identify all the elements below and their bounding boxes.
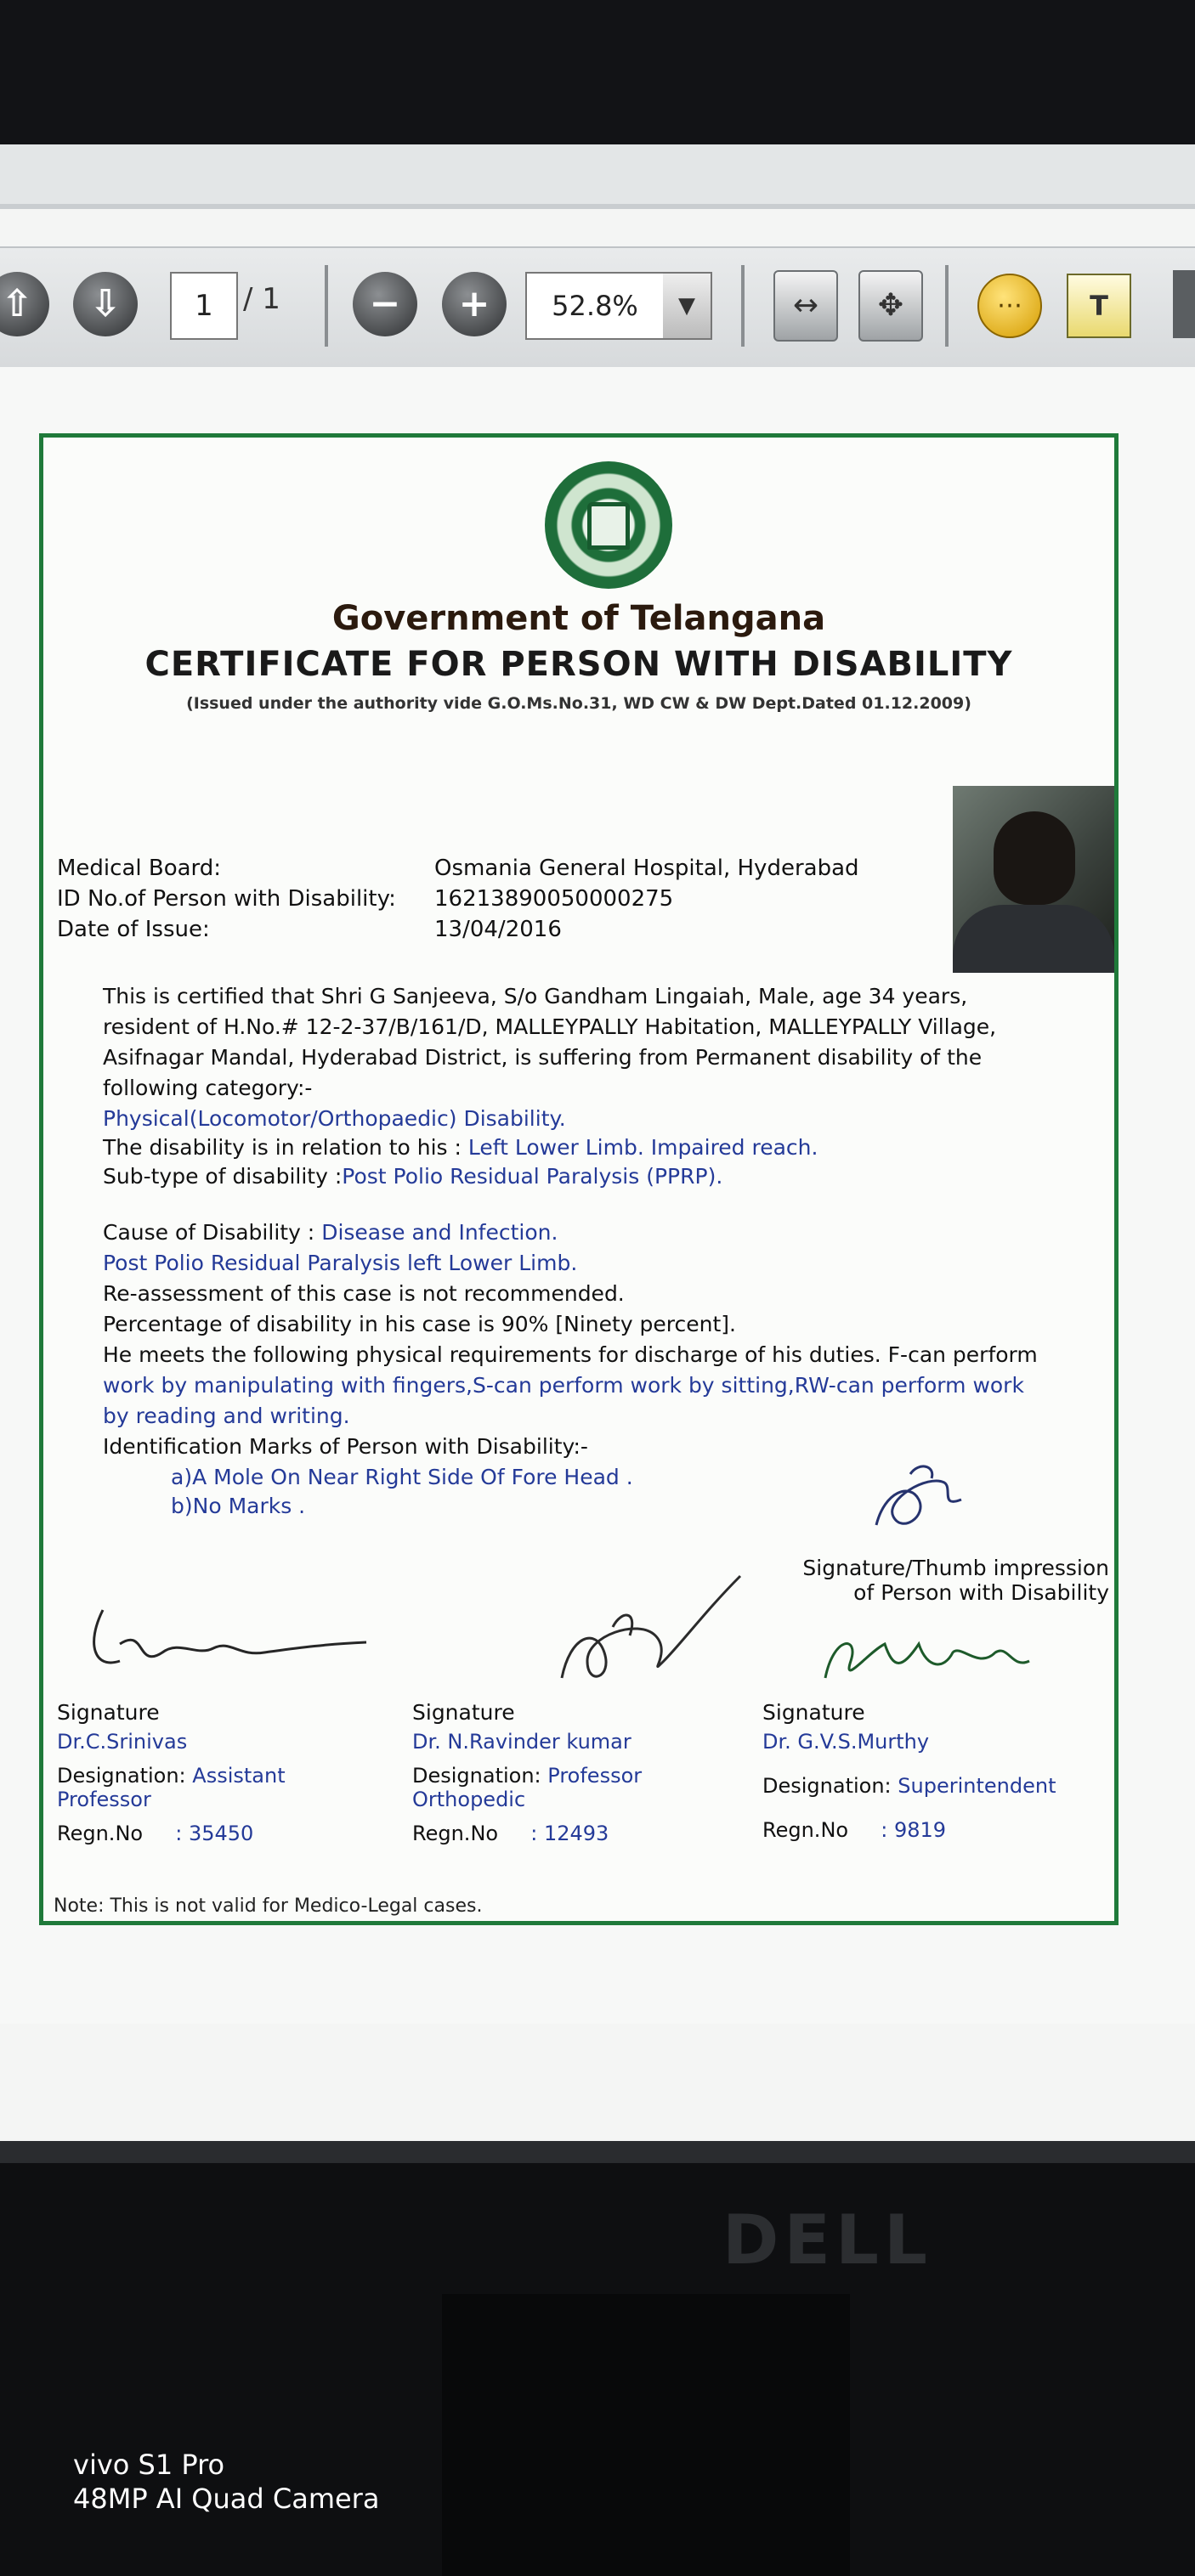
typewriter-icon: T xyxy=(1090,290,1108,322)
signatory-1-signature-label: Signature xyxy=(57,1700,160,1725)
signatory-1-regn xyxy=(57,1822,397,1845)
signatory-2-regn-label: Regn.No xyxy=(412,1822,499,1845)
id-number-value: 16213890050000275 xyxy=(434,886,674,912)
monitor-bezel-top xyxy=(0,0,1195,144)
photo-head xyxy=(994,811,1075,905)
signatory-2 xyxy=(412,1700,752,1845)
menu-strip xyxy=(0,144,1195,204)
camera-watermark-line-1: vivo S1 Pro xyxy=(73,2449,225,2481)
photo-body xyxy=(953,905,1114,973)
pdf-toolbar xyxy=(0,246,1195,369)
zoom-in-button[interactable]: + xyxy=(442,272,507,336)
signatory-2-regn-value: : 12493 xyxy=(530,1822,609,1845)
toolbar-overflow xyxy=(1173,270,1195,338)
disability-subtype xyxy=(103,1161,1106,1192)
signatory-1-name: Dr.C.Srinivas xyxy=(57,1730,188,1754)
signatory-3-signature-label: Signature xyxy=(762,1700,865,1725)
signatory-2-signature-label: Signature xyxy=(412,1700,515,1725)
signatory-3 xyxy=(762,1700,1111,1842)
government-title: Government of Telangana xyxy=(331,599,826,638)
signatory-2-designation-value: Professor xyxy=(547,1764,643,1788)
page-number-input[interactable]: 1 xyxy=(170,272,238,340)
monitor-stand xyxy=(442,2294,850,2576)
signatory-1-designation-label: Designation: xyxy=(57,1764,186,1788)
monitor-brand-logo: DELL xyxy=(722,2200,933,2279)
signatory-2-name: Dr. N.Ravinder kumar xyxy=(412,1730,631,1754)
requirements-line-1: He meets the following physical requirements for discharge of his duties. F-can perform xyxy=(103,1342,1038,1367)
toolbar-separator xyxy=(741,265,745,347)
telangana-emblem-icon xyxy=(545,461,672,589)
signatory-1-designation-line-2: Professor xyxy=(57,1788,151,1811)
cause-detail: Post Polio Residual Paralysis left Lower Limb. xyxy=(103,1251,578,1275)
body-line-4: following category:- xyxy=(103,1076,313,1100)
cause-value: Disease and Infection. xyxy=(321,1220,558,1245)
signatory-1 xyxy=(57,1700,397,1845)
subtype-label: Sub-type of disability : xyxy=(103,1164,343,1189)
person-signature-label-line-1: Signature/Thumb impression xyxy=(802,1556,1109,1580)
signatory-3-name: Dr. G.V.S.Murthy xyxy=(762,1730,930,1754)
zoom-out-button[interactable]: − xyxy=(353,272,417,336)
identification-mark-b: b)No Marks . xyxy=(171,1494,306,1518)
person-signature-label xyxy=(791,1556,1109,1605)
body-line-1: This is certified that Shri G Sanjeeva, S/o Gandham Lingaiah, Male, age 34 years, xyxy=(103,984,968,1008)
disability-percentage: Percentage of disability in his case is 90% [Ninety percent]. xyxy=(103,1312,737,1336)
person-photo xyxy=(953,786,1114,961)
subtype-value: Post Polio Residual Paralysis (PPRP). xyxy=(342,1164,723,1189)
signatory-2-designation-line-2: Orthopedic xyxy=(412,1788,526,1811)
disability-relation xyxy=(103,1133,1106,1163)
signatory-3-designation-label: Designation: xyxy=(762,1774,892,1798)
body-line-2: resident of H.No.# 12-2-37/B/161/D, MALLEYPALLY Habitation, MALLEYPALLY Village, xyxy=(103,1014,997,1039)
signatory-3-regn xyxy=(762,1818,1111,1842)
fit-page-button[interactable] xyxy=(858,270,923,342)
signature-murthy xyxy=(808,1618,1046,1695)
emblem-gateway xyxy=(587,502,630,550)
signatory-3-designation-value: Superintendent xyxy=(898,1774,1056,1798)
signature-srinivas xyxy=(69,1593,392,1686)
date-of-issue-label: Date of Issue: xyxy=(57,917,210,942)
signatory-1-designation xyxy=(57,1764,397,1788)
relation-value: Left Lower Limb. Impaired reach. xyxy=(467,1135,818,1160)
medical-board-label: Medical Board: xyxy=(57,856,222,881)
toolbar-divider xyxy=(0,204,1195,209)
page-total: / 1 xyxy=(243,282,280,316)
cause-of-disability xyxy=(103,1217,1106,1248)
monitor-bezel-strip xyxy=(0,2141,1195,2163)
comment-icon: ⋯ xyxy=(997,291,1022,320)
signatory-1-regn-label: Regn.No xyxy=(57,1822,144,1845)
requirements-line-3: by reading and writing. xyxy=(103,1404,350,1428)
signatory-2-designation xyxy=(412,1764,752,1788)
date-of-issue-value: 13/04/2016 xyxy=(434,917,562,942)
zoom-dropdown-button[interactable] xyxy=(663,272,712,340)
previous-page-button[interactable]: ⇧ xyxy=(0,272,49,336)
disability-category: Physical(Locomotor/Orthopaedic) Disability. xyxy=(103,1106,566,1131)
identification-marks-label: Identification Marks of Person with Disability:- xyxy=(103,1434,588,1459)
signatory-3-regn-label: Regn.No xyxy=(762,1818,849,1842)
comment-button[interactable] xyxy=(977,274,1042,338)
fit-width-button[interactable] xyxy=(773,270,838,342)
certificate-page xyxy=(39,433,1119,1925)
id-number-label: ID No.of Person with Disability: xyxy=(57,886,396,912)
toolbar-separator xyxy=(945,265,949,347)
zoom-level-input[interactable]: 52.8% xyxy=(525,272,665,340)
requirements-line-2: work by manipulating with fingers,S-can perform work by sitting,RW-can perform work xyxy=(103,1373,1024,1398)
screen xyxy=(0,144,1195,2141)
person-signature-label-line-2: of Person with Disability xyxy=(853,1580,1109,1605)
fit-width-icon: ↔ xyxy=(792,288,819,323)
authority-line: (Issued under the authority vide G.O.Ms.No.31, WD CW & DW Dept.Dated 01.12.2009) xyxy=(186,694,971,713)
person-signature xyxy=(859,1457,970,1551)
signatory-1-designation-value: Assistant xyxy=(192,1764,286,1788)
relation-label: The disability is in relation to his : xyxy=(103,1135,462,1160)
signatory-3-designation xyxy=(762,1774,1111,1798)
camera-watermark-line-2: 48MP AI Quad Camera xyxy=(73,2483,380,2515)
identification-mark-a: a)A Mole On Near Right Side Of Fore Head . xyxy=(171,1465,633,1489)
signatory-2-regn xyxy=(412,1822,752,1845)
signatory-1-regn-value: : 35450 xyxy=(175,1822,254,1845)
medico-legal-note: Note: This is not valid for Medico-Legal cases. xyxy=(54,1895,483,1917)
reassessment: Re-assessment of this case is not recommended. xyxy=(103,1281,625,1306)
next-page-button[interactable]: ⇩ xyxy=(73,272,138,336)
chevron-down-icon: ▼ xyxy=(678,293,695,319)
cause-label: Cause of Disability : xyxy=(103,1220,315,1245)
medical-board-value: Osmania General Hospital, Hyderabad xyxy=(434,856,859,881)
toolbar-separator xyxy=(325,265,328,347)
fit-page-icon: ✥ xyxy=(877,288,904,323)
certificate-title: CERTIFICATE FOR PERSON WITH DISABILITY xyxy=(144,645,1013,684)
signature-ravinder xyxy=(536,1559,757,1695)
body-line-3: Asifnagar Mandal, Hyderabad District, is suffering from Permanent disability of the xyxy=(103,1045,983,1070)
typewriter-button[interactable] xyxy=(1067,274,1131,338)
signatory-3-regn-value: : 9819 xyxy=(881,1818,947,1842)
signatory-2-designation-label: Designation: xyxy=(412,1764,541,1788)
